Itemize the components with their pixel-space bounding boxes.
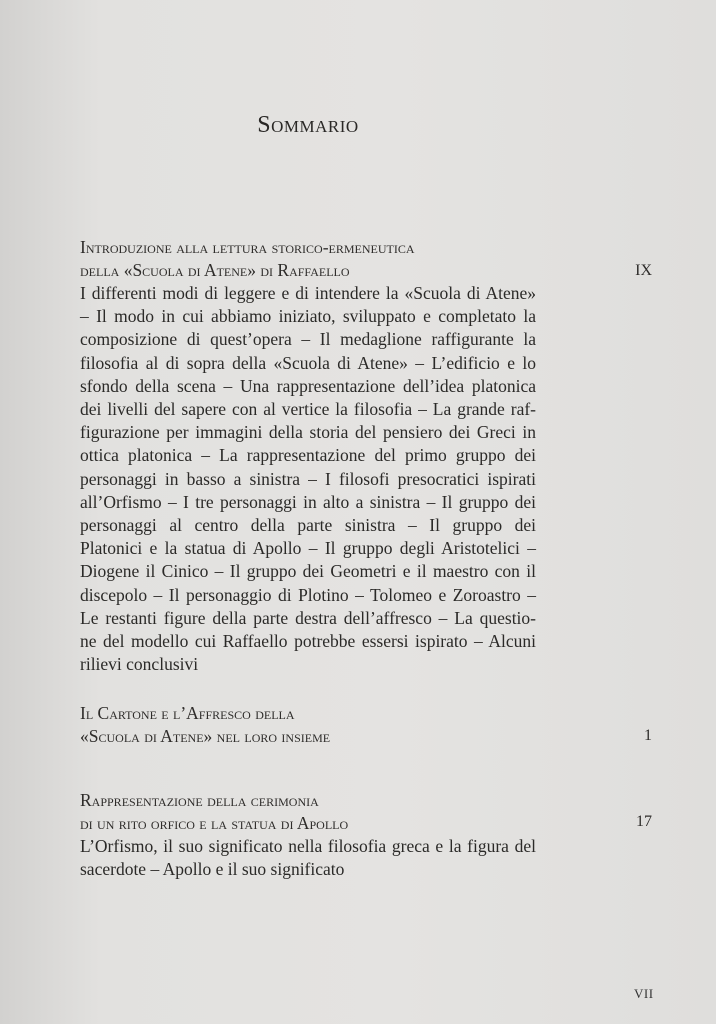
page-folio: VII bbox=[634, 986, 654, 1001]
page-title: Sommario bbox=[257, 112, 359, 138]
summary-line: personaggi in basso a sinistra – I filosofi presocratici ispirati bbox=[80, 468, 536, 489]
summary-line: figurazione per immagini della storia del pensiero dei Greci in bbox=[80, 422, 536, 443]
entry-title-line: Rappresentazione della cerimonia bbox=[80, 790, 319, 810]
summary-line: personaggi al centro della parte sinistra – Il gruppo dei bbox=[80, 515, 536, 536]
entry-title bbox=[80, 236, 550, 282]
summary-line: ne del modello cui Raffaello potrebbe essersi ispirato – Alcuni bbox=[80, 631, 536, 652]
summary-line: sfondo della scena – Una rappresentazione dell’idea platonica bbox=[80, 375, 536, 396]
summary-line: discepolo – Il personaggio di Plotino – Tolomeo e Zoroastro – bbox=[80, 584, 536, 605]
summary-line: Le restanti figure della parte destra dell’affresco – La questio- bbox=[80, 607, 536, 628]
entry-title-line: Il Cartone e l’Affresco della bbox=[80, 703, 295, 723]
summary-line: L’Orfismo, il suo significato nella filosofia greca e la figura del bbox=[80, 836, 536, 856]
summary-line: ottica platonica – La rappresentazione del primo gruppo dei bbox=[80, 445, 536, 466]
summary-line: I differenti modi di leggere e di intendere la «Scuola di Atene» bbox=[80, 283, 536, 303]
summary-line: Platonici e la statua di Apollo – Il gruppo degli Aristotelici – bbox=[80, 538, 536, 559]
summary-line: – Il modo in cui abbiamo iniziato, sviluppato e completato la bbox=[80, 306, 536, 327]
toc-entry-rappresentazione[interactable] bbox=[80, 789, 660, 881]
summary-line: Diogene il Cinico – Il gruppo dei Geometri e il maestro con il bbox=[80, 561, 536, 582]
summary-line: composizione di quest’opera – Il medaglione raffigurante la bbox=[80, 329, 536, 350]
entry-title bbox=[80, 702, 550, 748]
entry-page-number: 17 bbox=[636, 813, 652, 830]
entry-title-line: della «Scuola di Atene» di Raffaello bbox=[80, 260, 350, 280]
summary-line: rilievi conclusivi bbox=[80, 654, 199, 675]
summary-line: dei livelli del sapere con al vertice la filosofia – La grande raf- bbox=[80, 399, 536, 420]
entry-page-number: 1 bbox=[644, 727, 652, 744]
entry-title-line: di un rito orfico e la statua di Apollo bbox=[80, 813, 349, 833]
toc-entry-introduzione[interactable] bbox=[80, 236, 660, 676]
entry-title-line: «Scuola di Atene» nel loro insieme bbox=[80, 726, 331, 746]
entry-title bbox=[80, 789, 550, 835]
entry-summary bbox=[80, 835, 536, 881]
summary-line: all’Orfismo – I tre personaggi in alto a sinistra – Il gruppo dei bbox=[80, 491, 536, 512]
summary-line: sacerdote – Apollo e il suo significato bbox=[80, 859, 345, 880]
entry-page-number: IX bbox=[635, 262, 652, 279]
toc-entry-cartone[interactable] bbox=[80, 702, 660, 748]
summary-line: filosofia al di sopra della «Scuola di Atene» – L’edificio e lo bbox=[80, 352, 536, 373]
entry-summary bbox=[80, 282, 536, 676]
entry-title-line: Introduzione alla lettura storico-ermeneutica bbox=[80, 237, 415, 257]
